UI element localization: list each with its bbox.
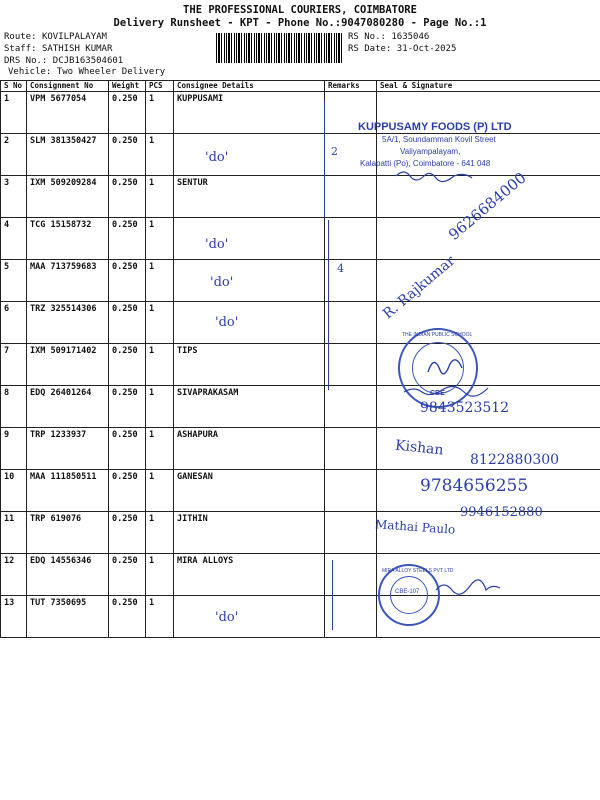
ditto-row-5: 'do': [210, 275, 234, 290]
col-pcs: PCS: [146, 81, 174, 92]
remark-mark-2: 2: [331, 145, 338, 158]
col-remarks: Remarks: [325, 81, 377, 92]
cell-weight: 0.250: [109, 428, 146, 470]
cell-pcs: 1: [146, 512, 174, 554]
cell-sno: 9: [1, 428, 27, 470]
cell-weight: 0.250: [109, 302, 146, 344]
vehicle-label: Vehicle:: [8, 67, 52, 77]
cell-weight: 0.250: [109, 470, 146, 512]
cell-sno: 6: [1, 302, 27, 344]
cell-consignment: EDQ 26401264: [27, 386, 109, 428]
runsheet-subtitle: Delivery Runsheet - KPT - Phone No.:9047080280 - Page No.:1: [113, 17, 487, 29]
cell-consignment: IXM 509171402: [27, 344, 109, 386]
handwritten-sig-9: Kishan: [394, 437, 445, 459]
staff-value: SATHISH KUMAR: [41, 44, 113, 54]
cell-sno: 2: [1, 134, 27, 176]
cell-pcs: 1: [146, 302, 174, 344]
cell-consignment: TCG 15158732: [27, 218, 109, 260]
signature-row-1: [396, 172, 472, 182]
cell-sno: 10: [1, 470, 27, 512]
cell-consignment: VPM 5677054: [27, 92, 109, 134]
cell-consignee: GANESAN: [174, 470, 325, 512]
ditto-row-4: 'do': [205, 237, 229, 252]
cell-consignee: ASHAPURA: [174, 428, 325, 470]
col-consignment: Consignment No: [27, 81, 109, 92]
cell-consignee: MIRA ALLOYS: [174, 554, 325, 596]
cell-pcs: 1: [146, 260, 174, 302]
handwritten-phone-1: 9626684000: [445, 168, 530, 244]
cell-consignee: TIPS: [174, 344, 325, 386]
cell-weight: 0.250: [109, 176, 146, 218]
cell-pcs: 1: [146, 218, 174, 260]
rs-date-value: 31-Oct-2025: [396, 44, 457, 54]
cell-consignee: KUPPUSAMI: [174, 92, 325, 134]
stamp-company-name: KUPPUSAMY FOODS (P) LTD: [358, 121, 512, 133]
cell-weight: 0.250: [109, 92, 146, 134]
cell-sno: 3: [1, 176, 27, 218]
col-seal-signature: Seal & Signature: [377, 81, 600, 92]
stamp-address-3: Kalapatti (Po), Coimbatore - 641 048: [360, 159, 491, 168]
remark-mark-4: 4: [337, 262, 344, 275]
seal-ips-text: THE INDIAN PUBLIC SCHOOL: [402, 332, 473, 338]
cell-weight: 0.250: [109, 386, 146, 428]
route-label: Route:: [4, 32, 37, 42]
signature-row-8: [404, 386, 488, 396]
handwritten-phone-11: 9946152880: [460, 505, 543, 520]
seal-ips-city: CBE: [430, 390, 445, 397]
cell-pcs: 1: [146, 92, 174, 134]
cell-pcs: 1: [146, 386, 174, 428]
rs-no-value: 1635046: [391, 32, 430, 42]
cell-weight: 0.250: [109, 512, 146, 554]
cell-consignee: SENTUR: [174, 176, 325, 218]
cell-consignment: IXM 509209284: [27, 176, 109, 218]
ditto-row-13: 'do': [215, 610, 239, 625]
handwritten-phone-8: 9843523512: [420, 400, 510, 416]
cell-sno: 1: [1, 92, 27, 134]
signature-row-7: [428, 360, 462, 374]
cell-pcs: 1: [146, 596, 174, 638]
staff-label: Staff:: [4, 44, 37, 54]
cell-pcs: 1: [146, 344, 174, 386]
drs-value: DCJB163504601: [52, 56, 124, 66]
handwritten-sig-11: Mathai Paulo: [374, 517, 456, 537]
cell-sno: 12: [1, 554, 27, 596]
cell-consignment: TUT 7350695: [27, 596, 109, 638]
cell-sno: 7: [1, 344, 27, 386]
cell-sno: 5: [1, 260, 27, 302]
cell-weight: 0.250: [109, 134, 146, 176]
seal-mira-city: CBE-107: [395, 589, 420, 595]
cell-consignment: MAA 713759683: [27, 260, 109, 302]
cell-consignment: TRP 1233937: [27, 428, 109, 470]
drs-label: DRS No.:: [4, 56, 48, 66]
cell-consignee: SIVAPRAKASAM: [174, 386, 325, 428]
cell-weight: 0.250: [109, 344, 146, 386]
cell-consignment: EDQ 14556346: [27, 554, 109, 596]
cell-weight: 0.250: [109, 260, 146, 302]
cell-consignment: TRZ 325514306: [27, 302, 109, 344]
cell-consignment: SLM 381350427: [27, 134, 109, 176]
route-value: KOVILPALAYAM: [41, 32, 107, 42]
cell-sno: 11: [1, 512, 27, 554]
cell-sno: 8: [1, 386, 27, 428]
rs-date-label: RS Date:: [348, 44, 392, 54]
cell-pcs: 1: [146, 428, 174, 470]
col-weight: Weight: [109, 81, 146, 92]
col-sno: S No: [1, 81, 27, 92]
handwritten-name-1: R. Rajkumar: [380, 252, 459, 323]
seal-mira-text: MIRA ALLOY STEELS PVT LTD: [382, 568, 454, 574]
cell-sno: 4: [1, 218, 27, 260]
cell-pcs: 1: [146, 470, 174, 512]
rs-no-label: RS No.:: [348, 32, 386, 42]
cell-consignee: JITHIN: [174, 512, 325, 554]
stamp-address-2: Valiyampalayam,: [400, 147, 461, 156]
vehicle-value: Two Wheeler Delivery: [56, 67, 166, 77]
cell-consignment: MAA 111850511: [27, 470, 109, 512]
cell-pcs: 1: [146, 134, 174, 176]
cell-weight: 0.250: [109, 596, 146, 638]
ditto-row-6: 'do': [215, 315, 239, 330]
stamp-address-1: 5A/1, Soundamman Kovil Street: [382, 135, 496, 144]
signature-row-12: [436, 580, 500, 594]
cell-consignment: TRP 619076: [27, 512, 109, 554]
handwritten-phone-10: 9784656255: [420, 476, 529, 496]
cell-weight: 0.250: [109, 218, 146, 260]
ditto-row-2: 'do': [205, 150, 229, 165]
cell-weight: 0.250: [109, 554, 146, 596]
cell-sno: 13: [1, 596, 27, 638]
company-title: THE PROFESSIONAL COURIERS, COIMBATORE: [183, 4, 417, 16]
col-consignee: Consignee Details: [174, 81, 325, 92]
cell-pcs: 1: [146, 176, 174, 218]
handwritten-phone-9: 8122880300: [470, 452, 560, 468]
cell-pcs: 1: [146, 554, 174, 596]
